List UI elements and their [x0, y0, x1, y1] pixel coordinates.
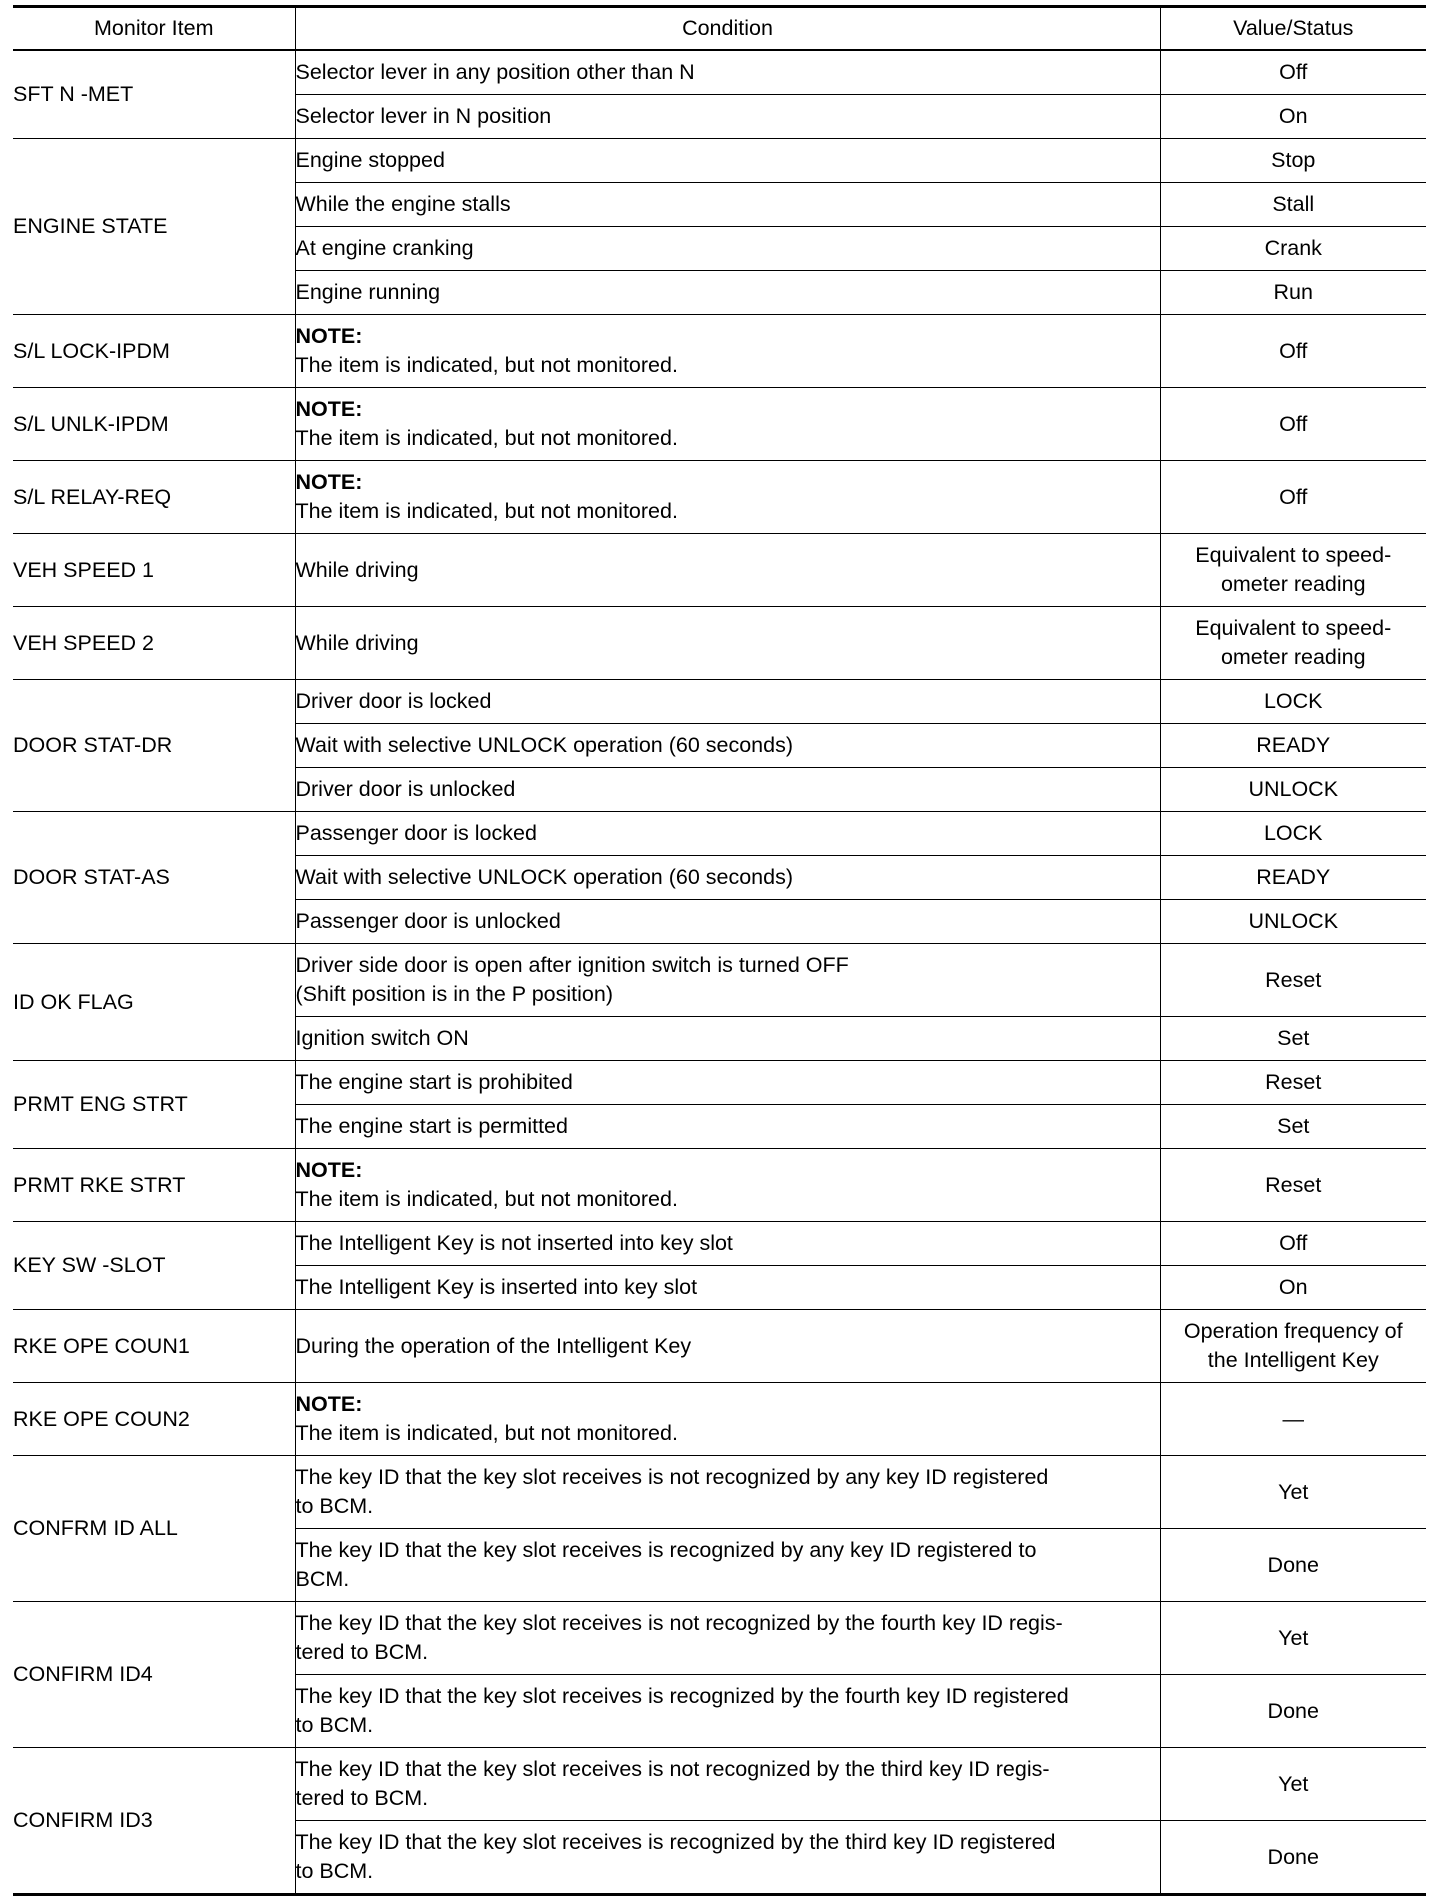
value-status-cell: Reset [1160, 944, 1426, 1017]
value-text-line: Equivalent to speed- [1195, 616, 1392, 640]
condition-cell: Passenger door is unlocked [295, 900, 1160, 944]
table-row [13, 1222, 1426, 1266]
table-row [13, 461, 1426, 534]
note-text: The item is indicated, but not monitored. [295, 1421, 678, 1445]
table-row [13, 944, 1426, 1017]
value-status-cell: Done [1160, 1529, 1426, 1602]
condition-cell: Driver door is unlocked [295, 768, 1160, 812]
note-label: NOTE: [295, 470, 363, 494]
condition-cell: Driver door is locked [295, 680, 1160, 724]
value-status-cell: LOCK [1160, 680, 1426, 724]
monitor-item-cell: PRMT ENG STRT [13, 1061, 295, 1149]
condition-cell: During the operation of the Intelligent Key [295, 1310, 1160, 1383]
header-monitor-item: Monitor Item [13, 7, 295, 51]
condition-cell [295, 944, 1160, 1017]
condition-cell [295, 1456, 1160, 1529]
condition-cell: Engine running [295, 271, 1160, 315]
table-row [13, 1061, 1426, 1105]
condition-text-line: to BCM. [295, 1494, 374, 1518]
table-row [13, 1310, 1426, 1383]
condition-cell: The engine start is permitted [295, 1105, 1160, 1149]
table-row [13, 1602, 1426, 1675]
monitor-item-cell: KEY SW -SLOT [13, 1222, 295, 1310]
value-status-cell: LOCK [1160, 812, 1426, 856]
condition-text-line: tered to BCM. [295, 1786, 429, 1810]
condition-cell: While the engine stalls [295, 183, 1160, 227]
note-label: NOTE: [295, 1158, 363, 1182]
value-status-cell: Reset [1160, 1149, 1426, 1222]
value-status-cell: Off [1160, 461, 1426, 534]
value-status-cell: On [1160, 1266, 1426, 1310]
monitor-item-cell: RKE OPE COUN2 [13, 1383, 295, 1456]
document-page [13, 5, 1426, 1896]
table-row [13, 50, 1426, 95]
monitor-item-cell: DOOR STAT-AS [13, 812, 295, 944]
header-value-status: Value/Status [1160, 7, 1426, 51]
condition-text-line: tered to BCM. [295, 1640, 429, 1664]
value-status-cell: Set [1160, 1105, 1426, 1149]
table-row [13, 1748, 1426, 1821]
value-status-cell: Off [1160, 1222, 1426, 1266]
value-status-cell: Yet [1160, 1602, 1426, 1675]
value-text-line: ometer reading [1220, 572, 1366, 596]
note-label: NOTE: [295, 324, 363, 348]
monitor-item-cell: ENGINE STATE [13, 139, 295, 315]
note-label: NOTE: [295, 1392, 363, 1416]
value-status-cell: Crank [1160, 227, 1426, 271]
condition-cell: Selector lever in N position [295, 95, 1160, 139]
note-text: The item is indicated, but not monitored. [295, 426, 678, 450]
condition-cell [295, 1675, 1160, 1748]
table-body [13, 50, 1426, 1895]
value-status-cell: Off [1160, 315, 1426, 388]
table-row [13, 315, 1426, 388]
monitor-item-cell: SFT N -MET [13, 50, 295, 139]
table-header-row [13, 7, 1426, 51]
note-text: The item is indicated, but not monitored. [295, 1187, 678, 1211]
value-status-cell: Off [1160, 388, 1426, 461]
table-row [13, 1383, 1426, 1456]
table-row [13, 1149, 1426, 1222]
value-status-cell: Run [1160, 271, 1426, 315]
condition-cell [295, 1602, 1160, 1675]
value-text-line: Operation frequency of [1183, 1319, 1403, 1343]
value-status-cell [1160, 534, 1426, 607]
monitor-item-cell: RKE OPE COUN1 [13, 1310, 295, 1383]
value-status-cell [1160, 607, 1426, 680]
condition-cell: At engine cranking [295, 227, 1160, 271]
note-text: The item is indicated, but not monitored. [295, 353, 678, 377]
condition-text-line: Driver side door is open after ignition switch is turned OFF [295, 953, 849, 977]
condition-text-line: The key ID that the key slot receives is not recognized by the fourth key ID regis- [295, 1611, 1063, 1635]
note-text: The item is indicated, but not monitored. [295, 499, 678, 523]
condition-cell: Wait with selective UNLOCK operation (60 seconds) [295, 856, 1160, 900]
condition-cell: The Intelligent Key is inserted into key slot [295, 1266, 1160, 1310]
table-row [13, 1456, 1426, 1529]
monitor-item-cell: VEH SPEED 2 [13, 607, 295, 680]
monitor-item-cell: PRMT RKE STRT [13, 1149, 295, 1222]
condition-text-line: to BCM. [295, 1859, 374, 1883]
condition-cell [295, 1383, 1160, 1456]
condition-cell: While driving [295, 534, 1160, 607]
value-status-cell: Stop [1160, 139, 1426, 183]
monitor-item-cell: VEH SPEED 1 [13, 534, 295, 607]
monitor-item-cell: DOOR STAT-DR [13, 680, 295, 812]
value-status-cell: UNLOCK [1160, 900, 1426, 944]
condition-cell [295, 1529, 1160, 1602]
value-status-cell: Done [1160, 1675, 1426, 1748]
value-status-cell: Set [1160, 1017, 1426, 1061]
value-status-cell: Yet [1160, 1456, 1426, 1529]
monitor-item-cell: S/L RELAY-REQ [13, 461, 295, 534]
condition-cell: The Intelligent Key is not inserted into key slot [295, 1222, 1160, 1266]
value-text-line: ometer reading [1220, 645, 1366, 669]
monitor-item-cell: CONFRM ID ALL [13, 1456, 295, 1602]
condition-cell: Ignition switch ON [295, 1017, 1160, 1061]
condition-cell: Engine stopped [295, 139, 1160, 183]
monitor-item-cell: S/L UNLK-IPDM [13, 388, 295, 461]
condition-cell: Selector lever in any position other than N [295, 50, 1160, 95]
value-status-cell: Reset [1160, 1061, 1426, 1105]
condition-cell: The engine start is prohibited [295, 1061, 1160, 1105]
value-status-cell: Yet [1160, 1748, 1426, 1821]
monitor-item-cell: ID OK FLAG [13, 944, 295, 1061]
table-row [13, 388, 1426, 461]
value-status-cell [1160, 1310, 1426, 1383]
condition-text-line: (Shift position is in the P position) [295, 982, 613, 1006]
condition-cell: While driving [295, 607, 1160, 680]
condition-text-line: The key ID that the key slot receives is recognized by the third key ID registered [295, 1830, 1056, 1854]
condition-text-line: BCM. [295, 1567, 350, 1591]
condition-cell [295, 461, 1160, 534]
value-status-cell: Stall [1160, 183, 1426, 227]
condition-cell [295, 1149, 1160, 1222]
value-status-cell: READY [1160, 724, 1426, 768]
value-status-cell: Done [1160, 1821, 1426, 1895]
table-row [13, 680, 1426, 724]
table-row [13, 139, 1426, 183]
condition-text-line: to BCM. [295, 1713, 374, 1737]
note-label: NOTE: [295, 397, 363, 421]
value-status-cell: UNLOCK [1160, 768, 1426, 812]
table-row [13, 534, 1426, 607]
value-text-line: the Intelligent Key [1207, 1348, 1379, 1372]
condition-cell [295, 315, 1160, 388]
value-text-line: Equivalent to speed- [1195, 543, 1392, 567]
monitor-item-cell: CONFIRM ID3 [13, 1748, 295, 1895]
monitor-item-cell: CONFIRM ID4 [13, 1602, 295, 1748]
table-row [13, 607, 1426, 680]
value-status-cell: Off [1160, 50, 1426, 95]
condition-text-line: The key ID that the key slot receives is not recognized by the third key ID regis- [295, 1757, 1050, 1781]
monitor-item-table [13, 5, 1426, 1896]
condition-cell: Wait with selective UNLOCK operation (60 seconds) [295, 724, 1160, 768]
value-status-cell: READY [1160, 856, 1426, 900]
condition-text-line: The key ID that the key slot receives is not recognized by any key ID registered [295, 1465, 1049, 1489]
condition-cell [295, 1748, 1160, 1821]
header-condition: Condition [295, 7, 1160, 51]
condition-cell [295, 1821, 1160, 1895]
condition-cell: Passenger door is locked [295, 812, 1160, 856]
value-status-cell: On [1160, 95, 1426, 139]
condition-cell [295, 388, 1160, 461]
table-row [13, 812, 1426, 856]
condition-text-line: The key ID that the key slot receives is recognized by any key ID registered to [295, 1538, 1037, 1562]
value-status-cell: — [1160, 1383, 1426, 1456]
monitor-item-cell: S/L LOCK-IPDM [13, 315, 295, 388]
condition-text-line: The key ID that the key slot receives is recognized by the fourth key ID registered [295, 1684, 1069, 1708]
